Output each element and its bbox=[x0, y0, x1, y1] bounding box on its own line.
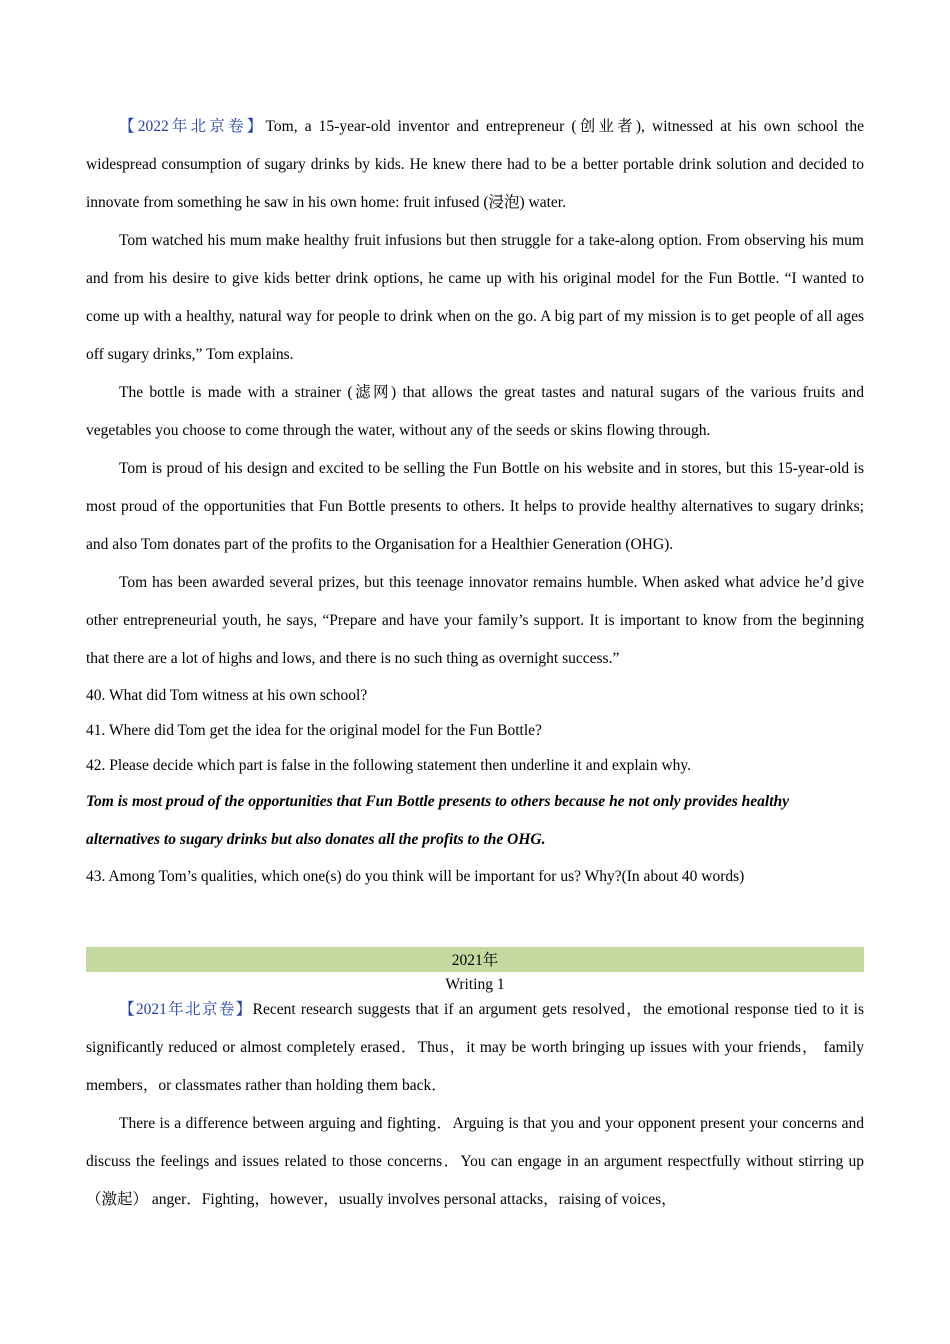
paragraph-2: Tom watched his mum make healthy fruit infusions but then struggle for a take-along option. From observing his mum and from his desire to give kids better drink options, he came up with his original model for the Fun Bottle. “I wanted to come up with a healthy, natural way for people to drink when on the go. A big part of my mission is to get people of all ages off sugary drinks,” Tom explains. bbox=[86, 232, 864, 363]
passage-2021 bbox=[86, 991, 864, 1219]
paragraph-5: Tom has been awarded several prizes, but this teenage innovator remains humble. When asked what advice he’d give other entrepreneurial youth, he says, “Prepare and have your family’s support. It is important to know from the beginning that there are a lot of highs and lows, and there is no such thing as overnight success.” bbox=[86, 574, 864, 667]
question-40: 40. What did Tom witness at his own school? bbox=[86, 687, 368, 704]
section-subtitle: Writing 1 bbox=[445, 976, 505, 993]
question-41: 41. Where did Tom get the idea for the original model for the Fun Bottle? bbox=[86, 722, 542, 739]
paragraph-1 bbox=[86, 108, 864, 222]
question-43: 43. Among Tom’s qualities, which one(s) do you think will be important for us? Why?(In about 40 words) bbox=[86, 868, 745, 885]
source-tag-2021: 【2021年北京卷】 bbox=[119, 1001, 253, 1018]
paragraph-2021-1 bbox=[86, 991, 864, 1105]
passage-2022 bbox=[86, 108, 864, 894]
paragraph-2021-2: There is a difference between arguing and fighting．Arguing is that you and your opponent present your concerns and discuss the feelings and issues related to those concerns．You can engage in an argument respectfully without stirring up（激起） anger．Fighting，however，usually involves personal attacks，raising of voices， bbox=[86, 1115, 864, 1208]
year-band-2021: 2021年 bbox=[86, 947, 864, 972]
question-42: 42. Please decide which part is false in the following statement then underline it and explain why. bbox=[86, 757, 692, 774]
paragraph-3: The bottle is made with a strainer (滤网) that allows the great tastes and natural sugars of the various fruits and vegetables you choose to come through the water, without any of the seeds or skins flowing through. bbox=[86, 384, 864, 439]
source-tag-2022: 【2022年北京卷】 bbox=[119, 118, 266, 135]
paragraph-4: Tom is proud of his design and excited to be selling the Fun Bottle on his website and in stores, but this 15-year-old is most proud of the opportunities that Fun Bottle presents to others. It helps to provide healthy alternatives to sugary drinks; and also Tom donates part of the profits to the Organisation for a Healthier Generation (OHG). bbox=[86, 460, 864, 553]
paragraph-1-text: Tom, a 15-year-old inventor and entrepreneur (创业者), witnessed at his own school the widespread consumption of sugary drinks by kids. He knew there had to be a better portable drink solution and decided to innovate from something he saw in his own home: fruit infused (浸泡) water. bbox=[86, 118, 864, 211]
paragraph-2021-1-text: Recent research suggests that if an argument gets resolved，the emotional response tied to it is significantly reduced or almost completely erased．Thus，it may be worth bringing up issues with your friends， family members，or classmates rather than holding them back． bbox=[86, 1001, 864, 1094]
question-42-statement: Tom is most proud of the opportunities that Fun Bottle presents to others because he not only provides healthy alternatives to sugary drinks but also donates all the profits to the OHG. bbox=[86, 793, 790, 848]
